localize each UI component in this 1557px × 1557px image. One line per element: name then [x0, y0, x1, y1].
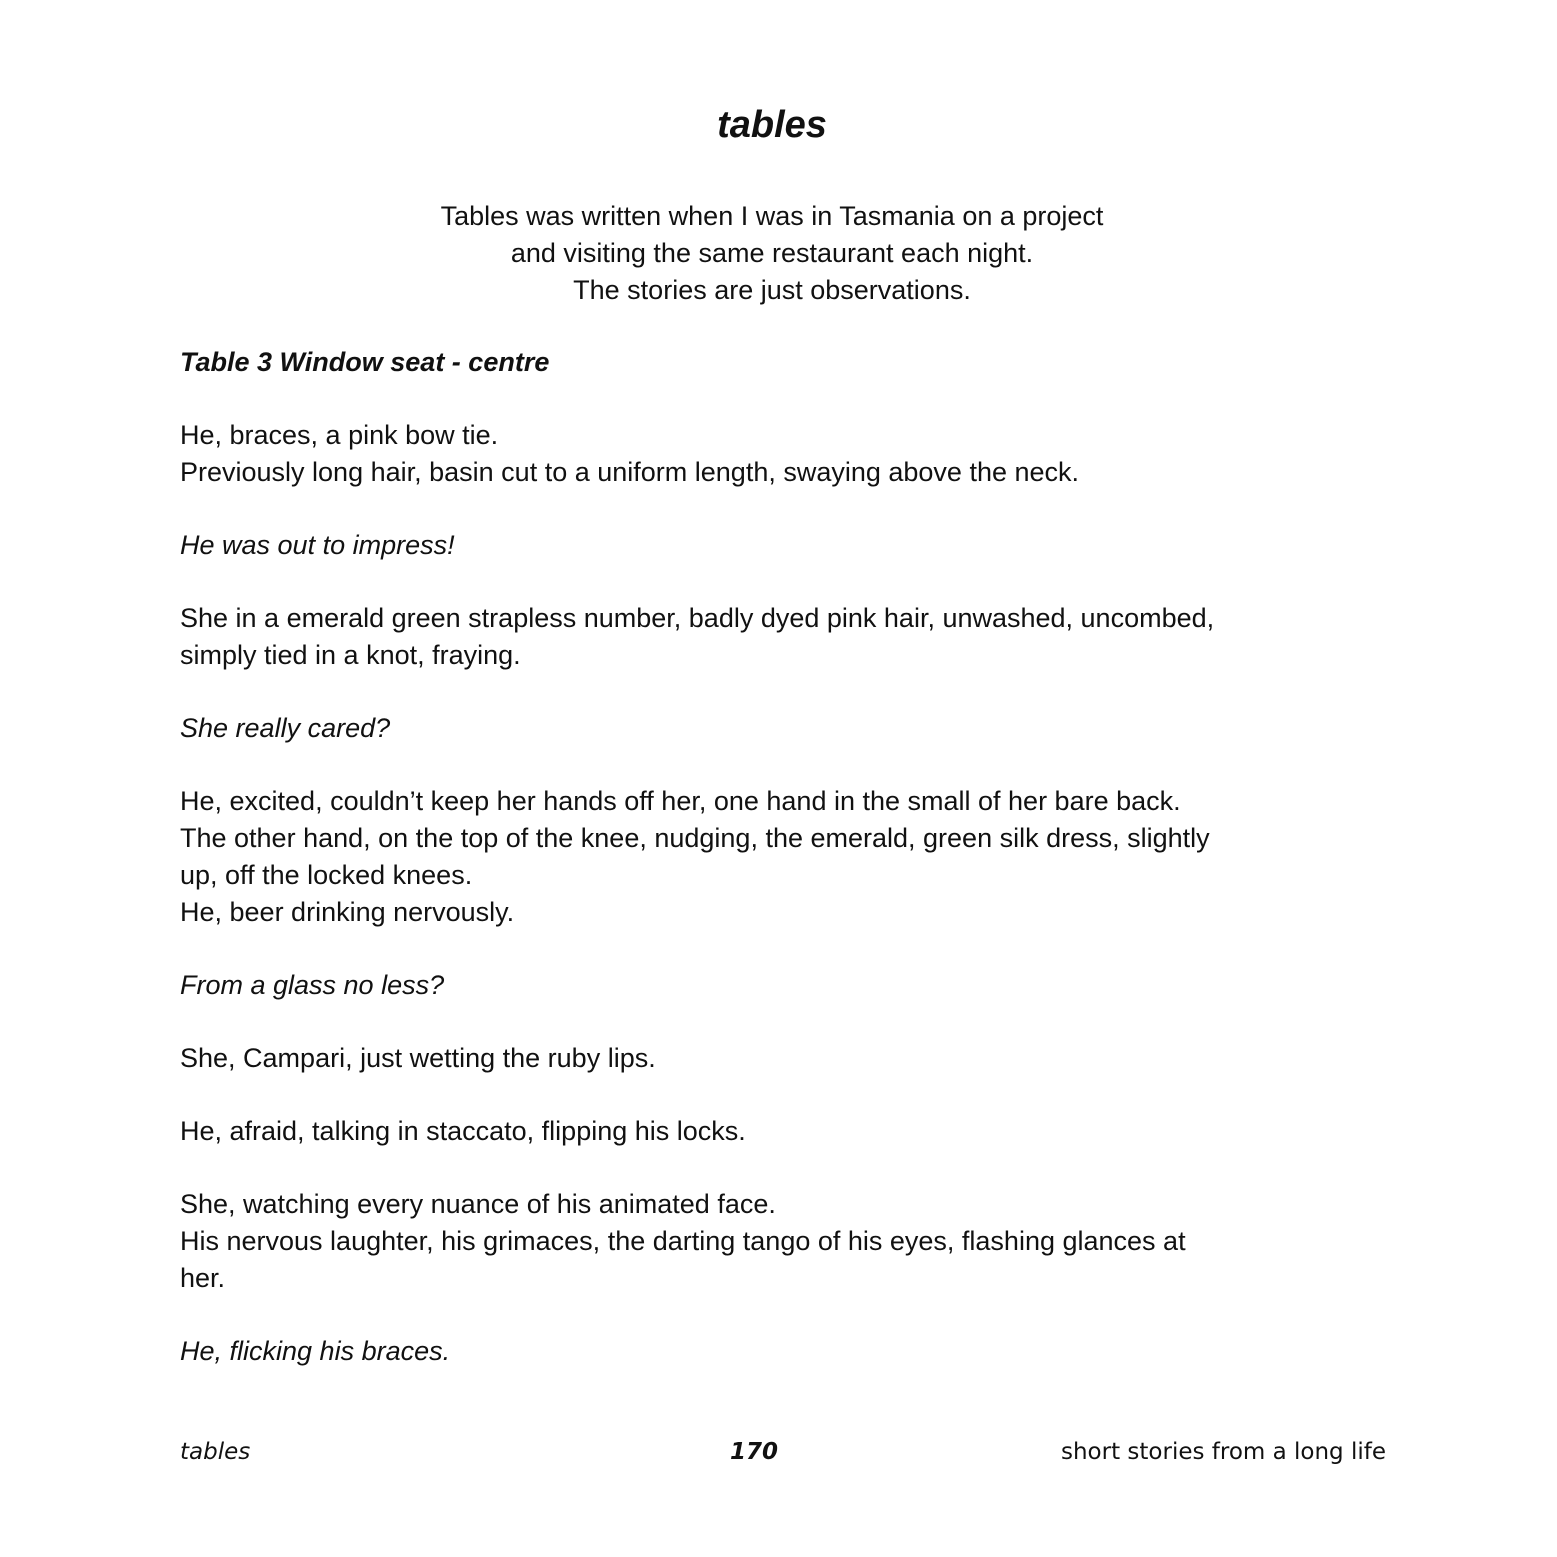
aside-remark: [180, 710, 1380, 747]
section-heading: Table 3 Window seat - centre: [180, 347, 550, 377]
footer-chapter-title: tables: [180, 1439, 251, 1465]
aside-remark: [180, 1333, 1380, 1370]
paragraph-line: The other hand, on the top of the knee, nudging, the emerald, green silk dress, slightly: [180, 823, 1210, 853]
paragraph-line: He was out to impress!: [180, 530, 455, 560]
intro-line: Tables was written when I was in Tasmania on a project: [440, 201, 1104, 231]
aside-remark: [180, 527, 1380, 564]
paragraph: [180, 417, 1380, 491]
paragraph-line: She in a emerald green strapless number, badly dyed pink hair, unwashed, uncombed,: [180, 603, 1215, 633]
paragraph-line: He, afraid, talking in staccato, flipping his locks.: [180, 1116, 746, 1146]
aside-remark: [180, 967, 1380, 1004]
paragraph-line: She, watching every nuance of his animated face.: [180, 1189, 776, 1219]
footer-book-title: short stories from a long life: [1061, 1439, 1386, 1465]
paragraph-line: He, beer drinking nervously.: [180, 897, 515, 927]
paragraph: [180, 1186, 1380, 1297]
page-number: 170: [730, 1439, 779, 1465]
paragraph: [180, 1113, 1380, 1150]
paragraph-line: From a glass no less?: [180, 970, 445, 1000]
page-footer: [180, 1436, 1386, 1468]
paragraph-line: simply tied in a knot, fraying.: [180, 640, 521, 670]
intro-line: The stories are just observations.: [573, 275, 971, 305]
paragraph-line: up, off the locked knees.: [180, 860, 473, 890]
paragraph-line: her.: [180, 1263, 226, 1293]
paragraph-line: He, excited, couldn’t keep her hands off her, one hand in the small of her bare back.: [180, 786, 1181, 816]
paragraph-line: Previously long hair, basin cut to a uniform length, swaying above the neck.: [180, 457, 1080, 487]
paragraph: [180, 600, 1380, 674]
paragraph-line: He, flicking his braces.: [180, 1336, 451, 1366]
paragraph-line: She, Campari, just wetting the ruby lips.: [180, 1043, 656, 1073]
paragraph: [180, 783, 1380, 931]
story-body: [180, 344, 1380, 1406]
paragraph-line: His nervous laughter, his grimaces, the darting tango of his eyes, flashing glances at: [180, 1226, 1186, 1256]
intro-line: and visiting the same restaurant each night.: [510, 238, 1034, 268]
page-title: tables: [717, 104, 827, 146]
paragraph: [180, 1040, 1380, 1077]
intro-note: [0, 198, 1544, 309]
paragraph-line: She really cared?: [180, 713, 391, 743]
paragraph-line: He, braces, a pink bow tie.: [180, 420, 499, 450]
